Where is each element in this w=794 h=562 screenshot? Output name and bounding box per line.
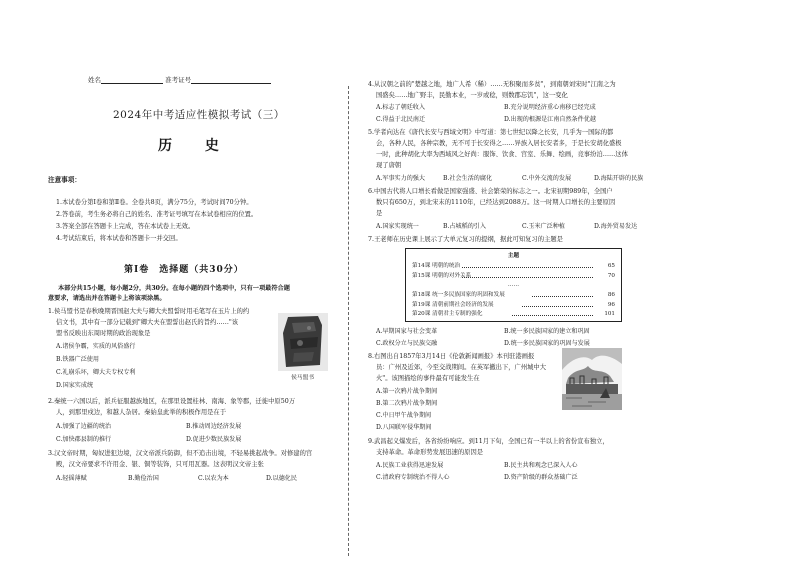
question-text: 5.学者向达在《唐代长安与西域文明》中写道：第七世纪以降之长安，几乎为一国际的都 bbox=[368, 129, 614, 136]
note-item: 4.考试结束后，将本试卷和答题卡一并交回。 bbox=[56, 235, 182, 242]
option-a[interactable]: A.国家实现统一 bbox=[376, 223, 419, 230]
question-text: 3.汉文帝时期，匈奴进犯边境，汉文帝派兵防御，但不追击出境，不轻易挑起战争。对修建的宫 bbox=[48, 450, 313, 457]
note-item: 3.答案全部在答题卡上完成，答在本试卷上无效。 bbox=[56, 223, 195, 230]
notes-heading: 注意事项： bbox=[48, 176, 81, 184]
question-text: 7.王老师在历史课上展示了大单元复习的提纲，据此可知复习的主题是 bbox=[368, 236, 563, 243]
image-caption: 侯马盟书 bbox=[291, 375, 315, 381]
name-label: 姓名 bbox=[88, 76, 101, 84]
question-text: 盟书反映出东周时期的政治现象是 bbox=[56, 330, 151, 337]
option-a[interactable]: A.轻徭薄赋 bbox=[56, 475, 87, 482]
question-text: 6.中国古代将人口增长看做是国家强盛、社会繁荣的标志之一。北宋初期989年，全国户 bbox=[368, 188, 613, 195]
table-row bbox=[412, 263, 615, 269]
question-text: 国盛矣……地广野丰，民勤本业，一岁或稔，则数郡忘饥"，这一变化 bbox=[376, 92, 568, 99]
option-c[interactable]: C.清政府专制统治不得人心 bbox=[376, 474, 450, 481]
option-c[interactable]: C.得益于北民南迁 bbox=[376, 116, 426, 123]
subject-title: 历 史 bbox=[158, 138, 233, 154]
section-intro: 本部分共15小题，每小题2分，共30分。在每小题的四个选项中，只有一项最符合题 bbox=[58, 285, 290, 292]
table-head: 主题 bbox=[507, 253, 520, 259]
option-d[interactable]: D.资产阶级的群众基础广泛 bbox=[504, 474, 578, 481]
option-c[interactable]: C.中外交流的发展 bbox=[522, 175, 572, 182]
row-dots bbox=[522, 306, 593, 307]
question-text: 4.从汉朝之前的"楚越之地，地广人希（稀）……无积聚而多贫"，到南朝刘宋时"江南之为 bbox=[368, 81, 616, 88]
row-dots bbox=[462, 267, 593, 268]
question-text: 支持革命。革命形势发展迅速的原因是 bbox=[376, 449, 484, 456]
row-page: 65 bbox=[607, 263, 615, 269]
exam-no-label: 准考证号 bbox=[165, 76, 192, 84]
name-line bbox=[101, 76, 163, 84]
table-row bbox=[412, 282, 615, 288]
houma-covenant-image bbox=[278, 313, 328, 371]
option-b[interactable]: B.勤俭治国 bbox=[128, 475, 159, 482]
question-text: 会，各种人民，各种宗教，无不可于长安得之……异族入居长安者多，于是长安胡化盛极 bbox=[376, 140, 622, 147]
row-label: 第14课 明朝的统治 bbox=[412, 263, 461, 269]
option-b[interactable]: B.民主共和观念已深入人心 bbox=[504, 462, 578, 469]
question-text: 殿，汉文帝要求不许用金、银、铜等装饰，只可用瓦器。这表明汉文帝主张 bbox=[56, 461, 264, 468]
option-a[interactable]: A.民族工业获得迅速发展 bbox=[376, 462, 444, 469]
option-d[interactable]: D.以德化民 bbox=[266, 475, 297, 482]
option-a[interactable]: A.第一次鸦片战争期间 bbox=[376, 388, 438, 395]
option-b[interactable]: B.第二次鸦片战争期间 bbox=[376, 400, 438, 407]
option-a[interactable]: A.军事实力的强大 bbox=[376, 175, 425, 182]
row-label: 第20课 清朝君主专制的强化 bbox=[412, 311, 483, 317]
option-c[interactable]: C.以农为本 bbox=[198, 475, 229, 482]
option-c[interactable]: C.政权分立与民族交融 bbox=[376, 340, 438, 347]
right-page bbox=[368, 0, 794, 562]
question-text: 现了唐朝 bbox=[376, 162, 402, 169]
question-text: 信文书，其中有一部分记载到"卿大夫在盟誓出赵氏的旨约……"该 bbox=[56, 319, 239, 326]
section-intro: 意要求，请选出并在答题卡上将该项涂黑。 bbox=[48, 295, 166, 302]
row-dots bbox=[532, 296, 593, 297]
question-text: 数只有650万，到北宋末的1110年，已经达到2088万。这一时期人口增长的主要原因 bbox=[376, 199, 616, 206]
option-a[interactable]: A.早期国家与社会变革 bbox=[376, 328, 438, 335]
option-d[interactable]: D.出现的根源是江南自然条件优越 bbox=[504, 116, 596, 123]
row-page: 86 bbox=[607, 292, 615, 298]
question-text: 火"。该图描绘的事件最有可能发生在 bbox=[376, 375, 480, 382]
option-c[interactable]: C.中日甲午战争期间 bbox=[376, 412, 432, 419]
option-d[interactable]: D.统一多民族国家的巩固与发展 bbox=[504, 340, 590, 347]
question-text: 员：广州及近郊，今至交战期间。在英军撤出下，广州城中大 bbox=[376, 364, 547, 371]
option-b[interactable]: B.统一多民族国家的建立和巩固 bbox=[504, 328, 590, 335]
option-d[interactable]: D.八国联军侵华期间 bbox=[376, 424, 432, 431]
row-dots bbox=[512, 315, 593, 316]
note-item: 2.答卷前，考生务必将自己的姓名、准考证号填写在本试卷相应的位置。 bbox=[56, 211, 258, 218]
option-b[interactable]: B.占城稻的引入 bbox=[443, 223, 486, 230]
option-b[interactable]: B.社会生活的腐化 bbox=[443, 175, 493, 182]
row-page: 70 bbox=[607, 273, 615, 279]
city-fire-illustration-icon bbox=[562, 348, 622, 410]
outline-table bbox=[405, 248, 622, 322]
section-title: 第Ⅰ卷 选择题（共30分） bbox=[124, 265, 244, 275]
option-d[interactable]: D.国家实成统 bbox=[56, 382, 94, 389]
row-label: 第18课 统一多民族国家的巩固和发展 bbox=[412, 292, 505, 298]
stone-tablet-icon bbox=[278, 313, 328, 371]
column-divider bbox=[348, 86, 349, 556]
option-c[interactable]: C.礼崩乐坏，卿大夫专权专利 bbox=[56, 369, 136, 376]
row-dots bbox=[462, 277, 593, 278]
row-label: 第15课 明朝的对外关系 bbox=[412, 273, 472, 279]
table-row bbox=[412, 273, 615, 279]
question-text: 1.侯马盟书是春秋晚期晋国赵大夫与卿大夫盟誓时用毛笔写在玉片上的约 bbox=[48, 308, 250, 315]
question-text: 8.右图出自1857年3月14日《伦敦新闻画报》本刊驻港画报 bbox=[368, 353, 535, 360]
question-text: 9.武昌起义爆发后，各省纷纷响应。到11月下旬，全国已有一半以上的省份宣布独立， bbox=[368, 438, 609, 445]
question-text: 人，到那里戍边，和越人杂居。秦始皇此举的积极作用是在于 bbox=[56, 409, 227, 416]
option-b[interactable]: B.推动周边经济发展 bbox=[186, 423, 242, 430]
option-d[interactable]: D.促进少数民族发展 bbox=[186, 436, 242, 443]
note-item: 1.本试卷分第Ⅰ卷和第Ⅱ卷。全卷共8页，满分75分，考试时间70分钟。 bbox=[56, 199, 253, 206]
question-text: 是 bbox=[376, 210, 383, 217]
question-text: 2.秦统一六国以后，派兵征服越族地区，在那里设置桂林、南海、象等郡，迁徙中原50万 bbox=[48, 398, 296, 405]
option-a[interactable]: A.加强了边疆的统治 bbox=[56, 423, 112, 430]
option-c[interactable]: C.加快郡县制的推行 bbox=[56, 436, 112, 443]
option-b[interactable]: B.充分说明经济重心南移已经完成 bbox=[504, 104, 596, 111]
guangzhou-fire-engraving bbox=[562, 348, 622, 410]
option-d[interactable]: D.海陆开辟的民族 bbox=[594, 175, 644, 182]
row-page: 101 bbox=[604, 311, 615, 317]
option-d[interactable]: D.海外贸易发达 bbox=[594, 223, 638, 230]
table-row bbox=[412, 302, 615, 308]
option-c[interactable]: C.玉米广泛种植 bbox=[522, 223, 565, 230]
exam-no-line bbox=[191, 76, 271, 84]
row-label: 第19课 清朝前期社会经济的发展 bbox=[412, 302, 494, 308]
row-label: …… bbox=[507, 282, 520, 288]
option-a[interactable]: A.诸侯争霸，实质的风俗盛行 bbox=[56, 343, 136, 350]
table-row bbox=[412, 292, 615, 298]
exam-title: 2024年中考适应性模拟考试（三） bbox=[113, 109, 285, 121]
name-field[interactable] bbox=[88, 76, 271, 84]
row-page: 96 bbox=[607, 302, 615, 308]
option-a[interactable]: A.标志了朝廷收入 bbox=[376, 104, 425, 111]
question-text: 一时，此种胡化大率为西域风之好尚：服饰、饮食、宫室、乐舞、绘画，竞事纷泊……这体 bbox=[376, 151, 628, 158]
table-row bbox=[412, 311, 615, 317]
option-b[interactable]: B.铁器广泛使用 bbox=[56, 356, 99, 363]
